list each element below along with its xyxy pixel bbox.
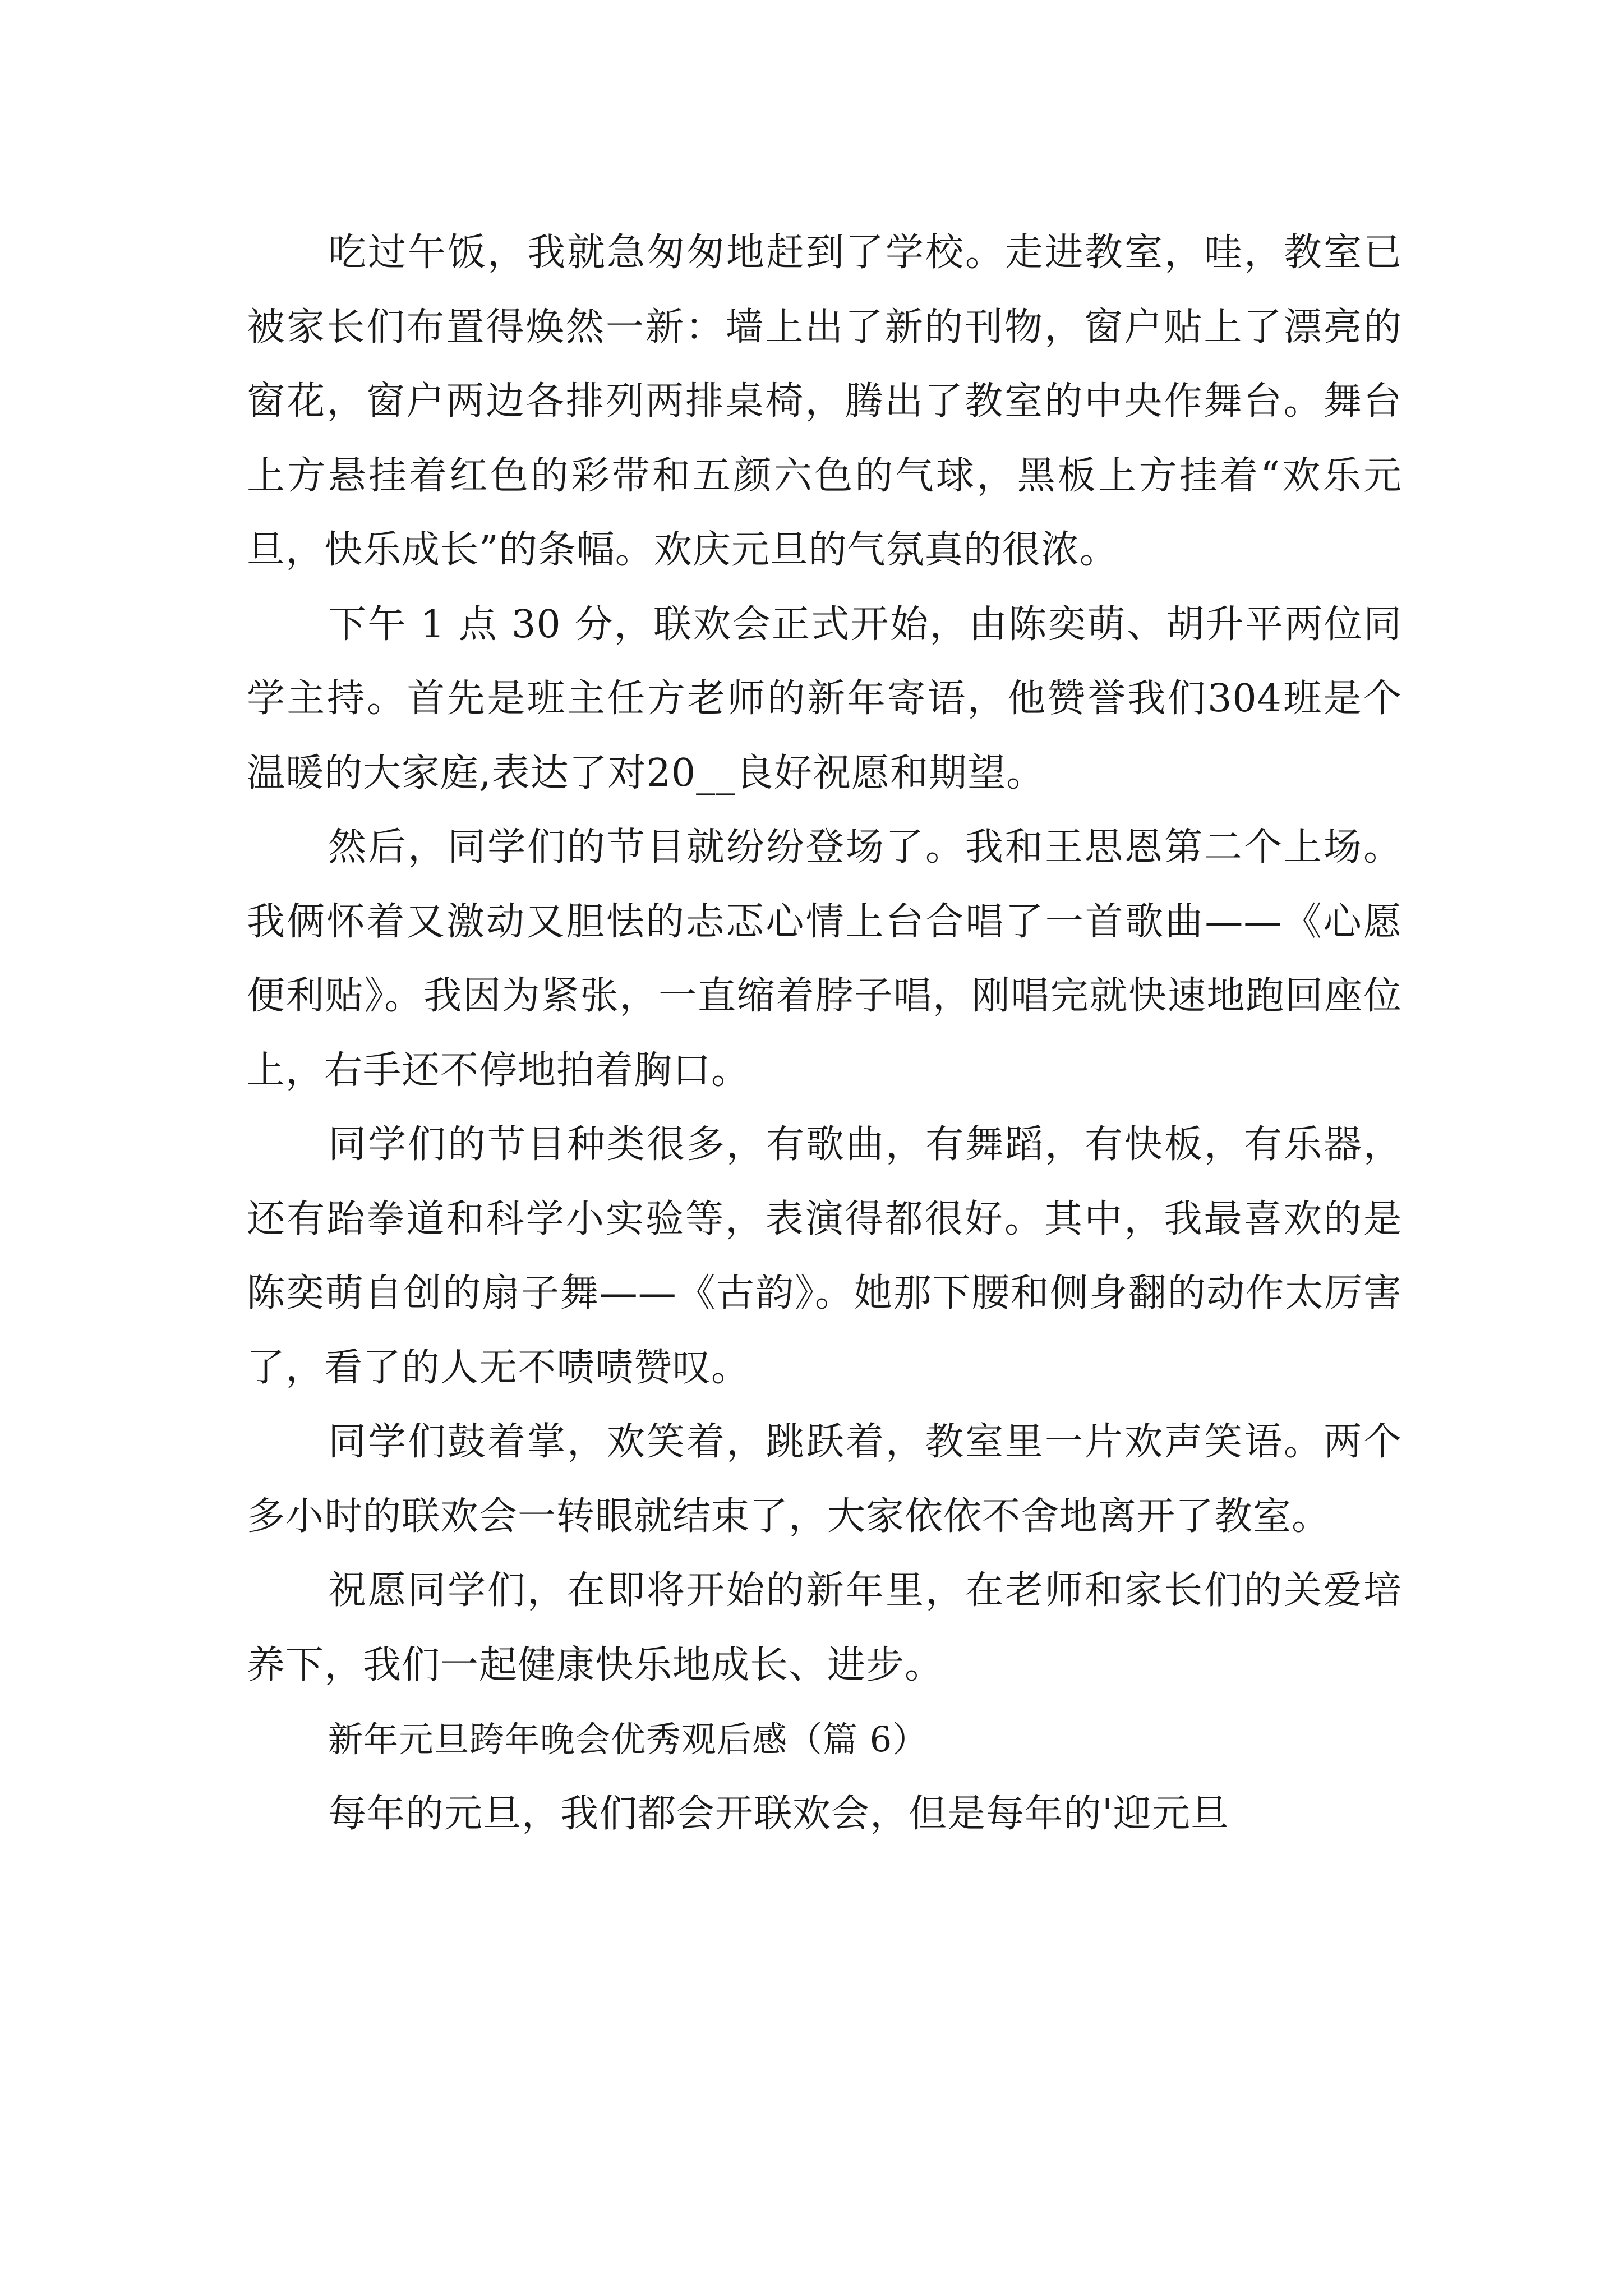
paragraph-6: 祝愿同学们，在即将开始的新年里，在老师和家长们的关爱培养下，我们一起健康快乐地成长、进步。 bbox=[247, 1568, 1402, 1687]
paragraph-5: 同学们鼓着掌，欢笑着，跳跃着，教室里一片欢声笑语。两个多小时的联欢会一转眼就结束了，大家依依不舍地离开了教室。 bbox=[247, 1420, 1402, 1539]
paragraph-1: 吃过午饭，我就急匆匆地赶到了学校。走进教室，哇，教室已被家长们布置得焕然一新：墙上出了新的刊物，窗户贴上了漂亮的窗花，窗户两边各排列两排桌椅，腾出了教室的中央作舞台。舞台上方悬挂着红色的彩带和五颜六色的气球，黑板上方挂着“欢乐元旦，快乐成长”的条幅。欢庆元旦的气氛真的很浓。 bbox=[247, 231, 1402, 572]
paragraph-4: 同学们的节目种类很多，有歌曲，有舞蹈，有快板，有乐器，还有跆拳道和科学小实验等，表演得都很好。其中，我最喜欢的是陈奕萌自创的扇子舞——《古韵》。她那下腰和侧身翻的动作太厉害了，看了的人无不啧啧赞叹。 bbox=[247, 1122, 1402, 1390]
paragraph-3: 然后，同学们的节目就纷纷登场了。我和王思恩第二个上场。我俩怀着又激动又胆怯的忐忑心情上台合唱了一首歌曲——《心愿便利贴》。我因为紧张，一直缩着脖子唱，刚唱完就快速地跑回座位上，右手还不停地拍着胸口。 bbox=[247, 825, 1402, 1093]
section-heading: 新年元旦跨年晚会优秀观后感（篇 6） bbox=[328, 1719, 928, 1760]
document-body bbox=[247, 216, 1402, 1851]
paragraph-2: 下午 1 点 30 分，联欢会正式开始，由陈奕萌、胡升平两位同学主持。首先是班主任方老师的新年寄语，他赞誉我们304班是个温暖的大家庭,表达了对20__良好祝愿和期望。 bbox=[247, 602, 1402, 795]
paragraph-7: 每年的元旦，我们都会开联欢会，但是每年的'迎元旦 bbox=[328, 1791, 1229, 1836]
